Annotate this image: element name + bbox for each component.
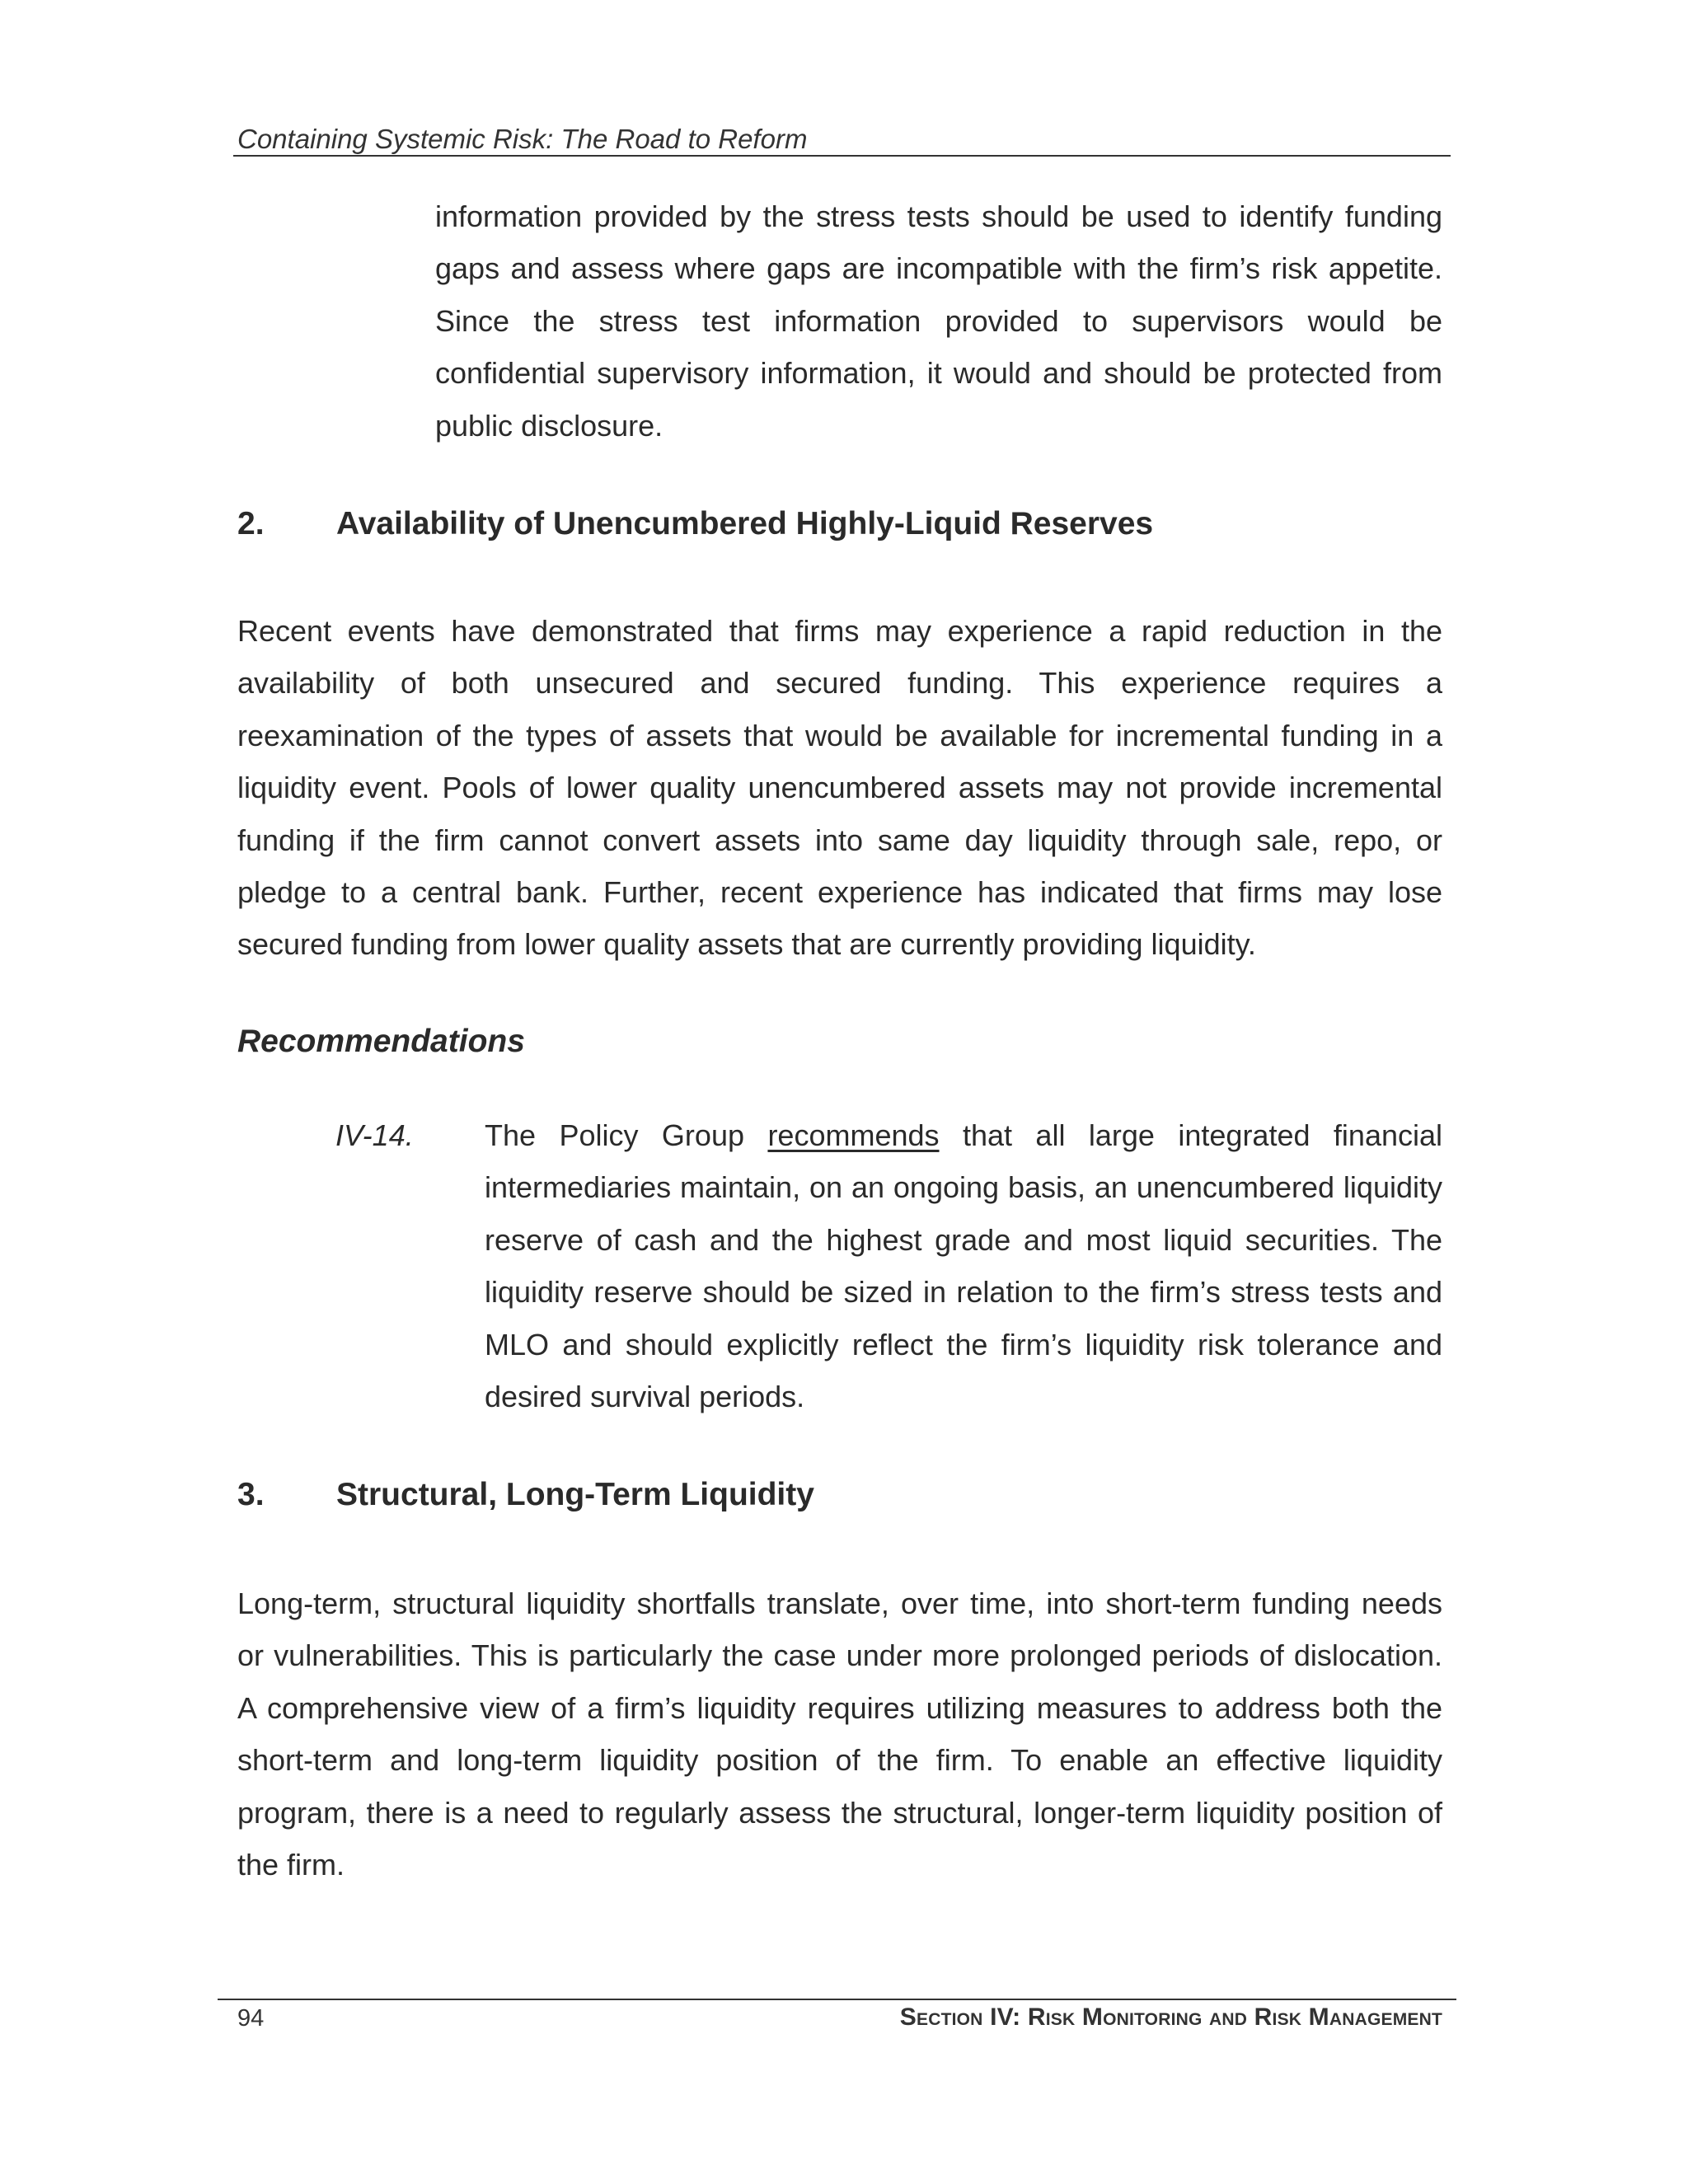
section-3-title: Structural, Long-Term Liquidity xyxy=(336,1477,814,1512)
page-number: 94 xyxy=(237,2005,265,2032)
header-rule xyxy=(233,155,1451,157)
recommendation-text-before: The Policy Group xyxy=(485,1118,768,1152)
recommendation-text-after: that all large integrated financial intermediaries maintain, on an ongoing basis, an unencumbered liquidity reserve of cash and the highest grade and most liquid securities. The liquidity reserve should be sized in relation to the firm’s stress tests and MLO and should explicitly reflect the firm’s liquidity risk tolerance and desired survival periods. xyxy=(485,1118,1443,1414)
intro-paragraph: information provided by the stress tests should be used to identify funding gaps and assess where gaps are incompatible with the firm’s risk appetite. Since the stress test information provided to supervisors would be confidential supervisory information, it would and should be protected from public disclosure. xyxy=(435,199,1442,443)
section-2-paragraph: Recent events have demonstrated that firms may experience a rapid reduction in the availability of both unsecured and secured funding. This experience requires a reexamination of the types of assets that would be available for incremental funding in a liquidity event. Pools of lower quality unencumbered assets may not provide incremental funding if the firm cannot convert assets into same day liquidity through sale, repo, or pledge to a central bank. Further, recent experience has indicated that firms may lose secured funding from lower quality assets that are currently providing liquidity. xyxy=(237,614,1442,962)
section-3-heading xyxy=(237,1477,814,1513)
recommendation-emphasis: recommends xyxy=(767,1118,940,1152)
recommendations-heading: Recommendations xyxy=(237,1024,525,1059)
footer-section-label: Section IV: Risk Monitoring and Risk Management xyxy=(899,2004,1442,2031)
running-header-title: Containing Systemic Risk: The Road to Reform xyxy=(237,124,808,154)
section-3-paragraph: Long-term, structural liquidity shortfalls translate, over time, into short-term funding needs or vulnerabilities. This is particularly the case under more prolonged periods of dislocation. A comprehensive view of a firm’s liquidity requires utilizing measures to address both the short-term and long-term liquidity position of the firm. To enable an effective liquidity program, there is a need to regularly assess the structural, longer-term liquidity position of the firm. xyxy=(237,1586,1442,1882)
recommendation-text xyxy=(485,1109,1442,1422)
section-2-number: 2. xyxy=(237,506,265,541)
section-2-title: Availability of Unencumbered Highly-Liquid Reserves xyxy=(336,506,1154,541)
recommendation-label: IV-14. xyxy=(335,1118,414,1152)
section-3-number: 3. xyxy=(237,1477,265,1512)
footer-rule xyxy=(218,1999,1456,2000)
section-2-heading xyxy=(237,506,1153,542)
